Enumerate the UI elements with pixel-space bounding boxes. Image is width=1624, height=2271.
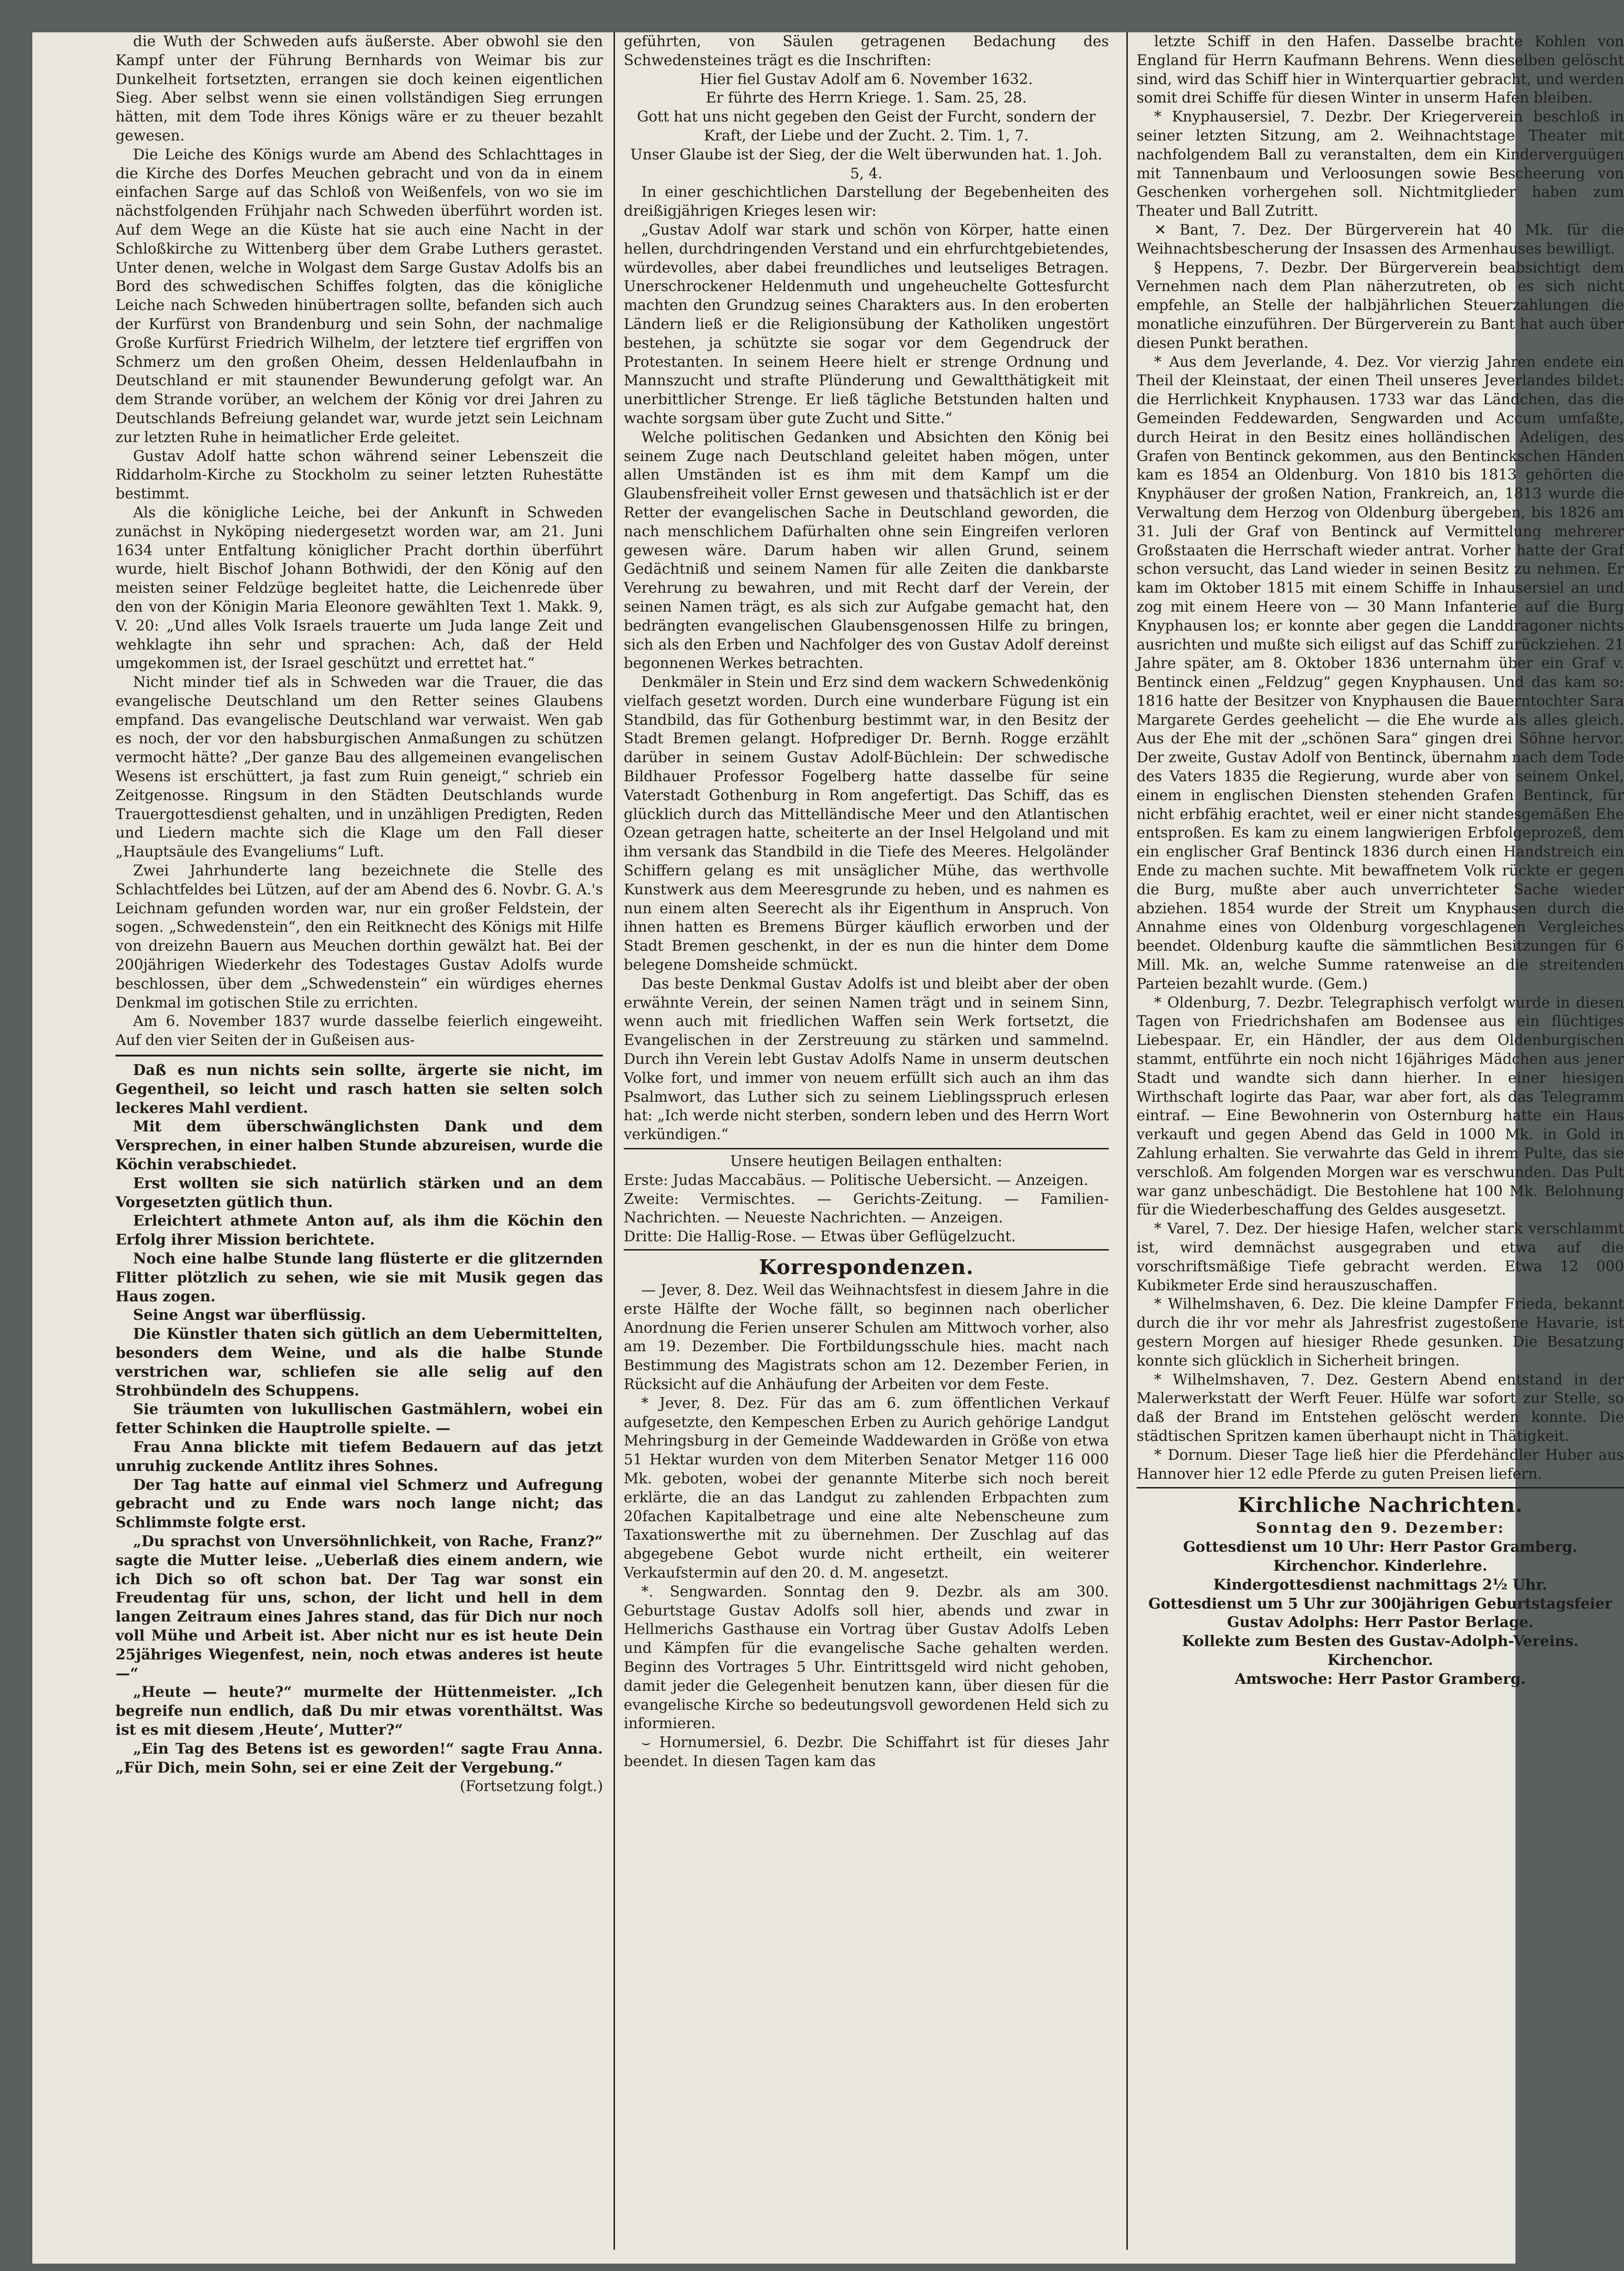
paragraph: Frau Anna blickte mit tiefem Bedauern auf das jetzt unruhig zuckende Antlitz ihres Sohnes. (116, 1438, 603, 1475)
serial-story-continued (116, 1061, 603, 1777)
paragraph: Kirchenchor. (1327, 1651, 1433, 1669)
gustav-adolf-article-continued (116, 32, 603, 1050)
paragraph: * Varel, 7. Dez. Der hiesige Hafen, welcher stark verschlammt ist, wird demnächst ausgegraben und etwa auf die vorschriftsmäßige Tiefe gebracht werden. Etwa 12 000 Kubikmeter Erde sind herauszuschaffen. (1137, 1221, 1624, 1294)
paragraph: Am 6. November 1837 wurde dasselbe feierlich eingeweiht. Auf den vier Seiten der in Gußeisen aus- (116, 1013, 603, 1049)
paragraph: * Wilhelmshaven, 7. Dez. Gestern Abend entstand in der Malerwerkstatt der Werft Feuer. Hülfe war sofort zur Stelle, so daß der Brand im Entstehen gelöscht werden konnte. Die städtischen Spritzen kamen überhaupt nicht in Thätigkeit. (1137, 1371, 1624, 1445)
paragraph: Kindergottesdienst nachmittags 2½ Uhr. (1213, 1576, 1547, 1593)
paragraph: Als die königliche Leiche, bei der Ankunft in Schweden zunächst in Nyköping niedergesetzt worden war, am 21. Juni 1634 unter Entfaltung königlicher Pracht dorthin überführt wurde, hielt Bischof Johann Bothwidi, der den König auf den meisten seiner Feldzüge begleitet hatte, die Leichenrede über den von der Königin Maria Eleonore gewählten Text 1. Makk. 9, V. 20: „Und alles Volk Israels trauerte um Juda lange Zeit und wehklagte ihn sehr und sprachen: Ach, daß der Held umgekommen ist, der Israel geschützt und errettet hat.“ (116, 504, 603, 672)
paragraph: Gott hat uns nicht gegeben den Geist der Furcht, sondern der Kraft, der Liebe und der Zucht. 2. Tim. 1, 7. (637, 109, 1096, 144)
paragraph: Erst wollten sie sich natürlich stärken und an dem Vorgesetzten gütlich thun. (116, 1174, 603, 1211)
paragraph: Welche politischen Gedanken und Absichten den König bei seinem Zuge nach Deutschland geleitet haben mögen, unter allen Umständen ist es ihm mit dem Kampf um die Glaubensfreiheit voller Ernst gewesen und thatsächlich ist er der Retter der evangelischen Sache in Deutschland geworden, die nach menschlichem Dafürhalten ohne sein Eingreifen verloren gewesen wäre. Darum haben wir allen Grund, seinem Gedächtniß und seinem Namen für alle Zeiten die dankbarste Verehrung zu bewahren, und mit Recht darf der Verein, der seinen Namen trägt, es als sich zur Aufgabe gemacht hat, den bedrängten evangelischen Glaubensgenossen Hilfe zu bringen, sich als den Erben und Nachfolger des von Gustav Adolf dereinst begonnenen Werkes betrachten. (624, 429, 1109, 672)
paragraph: * Jever, 8. Dez. Für das am 6. zum öffentlichen Verkauf aufgesetzte, den Kempeschen Erben zu Aurich gehörige Landgut Mehringsburg in der Gemeinde Waddewarden in Größe von etwa 51 Hektar wurden von dem Miterben Senator Metger 116 000 Mk. geboten, wobei der genannte Miterbe sich noch bereit erklärte, die an das Landgut zu zahlenden Erbpachten zum 20fachen Kapitalbetrage und eine alte Nebenscheune zum Taxationswerthe mit zu übernehmen. Der Zuschlag auf das abgegebene Gebot wurde nicht ertheilt, ein weiterer Verkaufstermin auf den 20. d. M. angesetzt. (624, 1395, 1109, 1581)
paragraph: „Du sprachst von Unversöhnlichkeit, von Rache, Franz?“ sagte die Mutter leise. „Ueberlaß dies einem andern, wie ich Dich so oft schon bat. Der Tag war sonst ein Freudentag für uns, schon, der licht und hell in dem langen Zeitraum eines Jahres stand, das für Dich nur noch voll Mühe und Arbeit ist. Aber nicht nur es ist heute Dein 25jähriges Wiegenfest, nein, noch etwas anderes ist heute —“ (116, 1532, 603, 1682)
paragraph: Die Künstler thaten sich gütlich an dem Uebermittelten, besonders dem Weine, und als die halbe Stunde verstrichen war, schliefen sie alle selig auf den Strohbündeln des Schuppens. (116, 1325, 603, 1399)
paragraph: *. Sengwarden. Sonntag den 9. Dezbr. als am 300. Geburtstage Gustav Adolfs soll hier, abends und zwar in Hellmerichs Gasthause ein Vortrag über Gustav Adolfs Leben und Kämpfen für die evangelische Sache gehalten werden. Beginn des Vortrages 5 Uhr. Eintrittsgeld wird nicht gehoben, damit jeder die Gelegenheit benutzen kann, über diesen für die evangelische Kirche so bedeutungsvoll gewordenen Held sich zu informieren. (624, 1583, 1109, 1732)
column-rule-right (1126, 32, 1128, 2250)
paragraph: Hier fiel Gustav Adolf am 6. November 1632. (699, 71, 1033, 88)
paragraph: Amtswoche: Herr Pastor Gramberg. (1235, 1670, 1526, 1688)
paragraph: § Heppens, 7. Dezbr. Der Bürgerverein beabsichtigt dem Vernehmen nach dem Plan näherzutreten, ob es sich nicht empfehle, an Stelle der halbjährlichen Steuerzahlungen die monatliche einzuführen. Der Bürgerverein zu Bant hat auch über diesen Punkt berathen. (1137, 259, 1624, 352)
paragraph: ⌣ Hornumersiel, 6. Dezbr. Die Schiffahrt ist für dieses Jahr beendet. In diesen Tagen kam das (624, 1734, 1109, 1770)
supplements-title: Unsere heutigen Beilagen enthalten: (730, 1153, 1003, 1170)
paragraph: Erleichtert athmete Anton auf, als ihm die Köchin den Erfolg ihrer Mission berichtete. (116, 1212, 603, 1249)
correspondence-heading: Korrespondenzen. (759, 1256, 974, 1279)
paragraph: * Oldenburg, 7. Dezbr. Telegraphisch verfolgt wurde in diesen Tagen von Friedrichshafen am Bodensee aus ein flüchtiges Liebespaar. Er, ein Händler, der aus dem Oldenburgischen stammt, entführte ein noch nicht 16jähriges Mädchen aus jener Stadt und wandte sich dann hierher. In einer hiesigen Wirthschaft logirte das Paar, war aber fort, als das Telegramm eintraf. — Eine Bewohnerin von Osternburg hatte ein Haus verkauft und gegen Abend das Geld in 1000 Mk. in Gold in Zahlung erhalten. Sie verwahrte das Geld in ihrem Pulte, das sie verschloß. Am folgenden Morgen war es verschwunden. Das Pult war ganz unbeschädigt. Die Bestohlene hat 100 Mk. Belohnung für die Wiederbeschaffung des Geldes ausgesetzt. (1137, 994, 1624, 1219)
paragraph: Er führte des Herrn Kriege. 1. Sam. 25, 28. (706, 90, 1027, 107)
section-divider (116, 1055, 603, 1057)
inscriptions (624, 70, 1109, 183)
church-news-heading: Kirchliche Nachrichten. (1237, 1494, 1523, 1518)
paragraph: Gottesdienst um 5 Uhr zur 300jährigen Geburtstagsfeier Gustav Adolphs: Herr Pastor Berlage. (1148, 1595, 1612, 1631)
paragraph: — Jever, 8. Dez. Weil das Weihnachtsfest in diesem Jahre in die erste Hälfte der Woche fällt, so beginnen nach oberlicher Anordnung die Ferien unserer Schulen am Mittwoch vorher, also am 19. Dezember. Die Fortbildungsschule hies. macht nach Bestimmung des Magistrats schon am 12. Dezember Ferien, in Rücksicht auf die Anhäufung der Arbeiten vor dem Feste. (624, 1282, 1109, 1393)
column-1 (116, 32, 603, 1796)
correspondence-items (624, 1281, 1109, 1771)
paragraph: ✕ Bant, 7. Dez. Der Bürgerverein hat 40 Mk. für die Weihnachtsbescherung der Insassen des Armenhauses bewilligt. (1137, 221, 1624, 257)
paragraph: Nicht minder tief als in Schweden war die Trauer, die das evangelische Deutschland um den Retter seines Glaubens empfand. Das evangelische Deutschland war verwaist. Wen gab es noch, der vor den habsburgischen Anmaßungen zu schützen vermocht hätte? „Der ganze Bau des allgemeinen evangelischen Wesens ist erschüttert, ja fast zum Ruin geneigt,“ schrieb ein Zeitgenosse. Ringsum in den Städten Deutschlands wurde Trauergottesdienst gehalten, und in unzähligen Predigten, Reden und Liedern machte sich die Klage um den Fall dieser „Hauptsäule des Evangeliums“ Luft. (116, 674, 603, 861)
paragraph: die Wuth der Schweden aufs äußerste. Aber obwohl sie den Kampf unter der Führung Bernhards von Weimar bis zur Dunkelheit fortsetzten, errangen sie doch keinen eigentlichen Sieg. Aber selbst wenn sie einen vollständigen Sieg errungen hätten, mit dem Tode ihres Königs wäre er zu theuer bezahlt gewesen. (116, 33, 603, 144)
paragraph: * Aus dem Jeverlande, 4. Dez. Vor vierzig Jahren endete ein Theil der Kleinstaat, der einen Theil unseres Jeverlandes bildet: die Herrlichkeit Knyphausen. 1733 war das Ländchen, das die Gemeinden Feddewarden, Sengwarden und Accum umfaßte, durch Heirat in den Besitz eines holländischen Adeligen, des Grafen von Bentinck gekommen, aus den Bentinckschen Händen kam es 1854 an Oldenburg. Von 1810 bis 1813 gehörten die Knyphäuser der großen Nation, Frankreich, an, 1813 wurde die Verwaltung dem Herzog von Oldenburg übergeben, bis 1826 am 31. Juli der Graf von Bentinck auf Vermittelung mehrerer Großstaaten die Herrschaft wieder antrat. Vorher hatte der Graf schon versucht, das Land wieder in seinen Besitz zu nehmen. Er kam im Oktober 1815 mit einem Schiffe in Inhausersiel an und zog mit einem Heere von — 30 Mann Infanterie auf die Burg Knyphausen los; er konnte aber gegen die Landdragoner nichts ausrichten und mußte sich eiligst auf das Schiff zurückziehen. 21 Jahre später, am 8. Oktober 1836 unternahm über ein Graf v. Bentinck einen „Feldzug“ gegen Knyphausen. Und das kam so: 1816 hatte der Besitzer von Knyphausen die Bauerntochter Sara Margarete Gerdes geehelicht — die Ehe wurde als alles gleich. Aus der Ehe mit der „schönen Sara“ gingen drei Söhne hervor. Der zweite, Gustav Adolf von Bentinck, übernahm nach dem Tode des Vaters 1835 die Regierung, wurde aber von seinem Onkel, einem in englischen Diensten stehenden Grafen Bentinck, für nicht erbfähig erachtet, weil er einer nicht standesgemäßen Ehe entsproßen. Es kam zu einem langwierigen Erbfolgeprozeß, dem ein englischer Graf Bentinck 1836 durch einen Handstreich ein Ende zu machen suchte. Mit bewaffnetem Volk rückte er gegen die Burg, mußte aber auch unverrichteter Sache wieder abziehen. 1854 wurde der Streit um Knyphausen durch die Annahme eines von Oldenburg vorgeschlagenen Vergleiches beendet. Oldenburg kaufte die sämmtlichen Besitzungen für 6 Mill. Mk. an, welche Summe ratenweise an die streitenden Parteien bezahlt wurde. (Gem.) (1137, 353, 1624, 992)
column-3 (1137, 32, 1624, 1689)
paragraph: Zweite: Vermischtes. — Gerichts-Zeitung. — Familien-Nachrichten. — Neueste Nachrichten. — Anzeigen. (624, 1190, 1109, 1227)
newspaper-page (32, 32, 1624, 2264)
paragraph: Mit dem überschwänglichsten Dank und dem Versprechen, in einer halben Stunde abzureisen, wurde die Köchin verabschiedet. (116, 1118, 603, 1173)
paragraph: „Heute — heute?“ murmelte der Hüttenmeister. „Ich begreife nun endlich, daß Du mir etwas vorenthältst. Was ist es mit diesem ‚Heute‘, Mutter?“ (116, 1683, 603, 1738)
paragraph: Unser Glaube ist der Sieg, der die Welt überwunden hat. 1. Joh. 5, 4. (630, 146, 1102, 182)
paragraph: * Dornum. Dieser Tage ließ hier die Pferdehändler Huber aus Hannover hier 12 edle Pferde zu guten Preisen liefern. (1137, 1446, 1624, 1482)
paragraph: Die Leiche des Königs wurde am Abend des Schlachttages in die Kirche des Dorfes Meuchen gebracht und von da in einem einfachen Sarge auf das Schloß von Weißenfels, von wo sie im nächstfolgenden Frühjahr nach Schweden überführt worden ist. Auf dem Wege an die Küste hat sie auch eine Nacht in der Schloßkirche zu Wittenberg über dem Grabe Luthers gerastet. Unter denen, welche in Wolgast dem Sarge Gustav Adolfs bis an Bord des schwedischen Schiffes folgten, das die königliche Leiche nach Schweden hinübertragen sollte, befanden sich auch der Kurfürst von Brandenburg und sein Sohn, der nachmalige Große Kurfürst Friedrich Wilhelm, der letztere tief ergriffen von Schmerz um den großen Oheim, dessen Heldenlaufbahn in Deutschland er mit staunender Bewunderung gefolgt war. An dem Strande vorüber, an welchem der König vor drei Jahren zu Deutschlands Befreiung gelandet war, wurde jetzt sein Leichnam zur letzten Ruhe in heimatlicher Erde geleitet. (116, 146, 603, 446)
paragraph: „Ein Tag des Betens ist es geworden!“ sagte Frau Anna. „Für Dich, mein Sohn, sei er eine Zeit der Vergebung.“ (116, 1740, 603, 1776)
paragraph: Daß es nun nichts sein sollte, ärgerte sie nicht, im Gegentheil, so leicht und rasch hatten sie selten solch leckeres Mahl verdient. (116, 1062, 603, 1117)
paragraph: In einer geschichtlichen Darstellung der Begebenheiten des dreißigjährigen Krieges lesen wir: (624, 184, 1109, 220)
paragraph: Kirchenchor. Kinderlehre. (1273, 1557, 1488, 1574)
paragraph: Erste: Judas Maccabäus. — Politische Uebersicht. — Anzeigen. (624, 1172, 1089, 1189)
paragraph: Sie träumten von lukullischen Gastmählern, wobei ein fetter Schinken die Hauptrolle spielte. — (116, 1401, 603, 1437)
supplements-list (624, 1171, 1109, 1246)
paragraph: Kollekte zum Besten des Gustav-Adolph-Vereins. (1182, 1633, 1579, 1650)
section-divider (1137, 1487, 1624, 1488)
paragraph: * Knyphausersiel, 7. Dezbr. Der Kriegerverein beschloß in seiner letzten Sitzung, am 2. Weihnachtstage Theater mit nachfolgendem Ball zu veranstalten, dem ein Kinderverguügen mit Tannenbaum und Verloosungen sowie Bescheerung von Geschenken vorhergehen soll. Nichtmitglieder haben zum Theater und Ball Zutritt. (1137, 109, 1624, 220)
article-main-text (624, 183, 1109, 1144)
paragraph: geführten, von Säulen getragenen Bedachung des Schwedensteines trägt es die Inschriften: (624, 33, 1109, 69)
column-2 (624, 32, 1109, 1771)
paragraph: * Wilhelmshaven, 6. Dez. Die kleine Dampfer Frieda, bekannt durch die ihr vor mehr als Jahresfrist zugestoßene Havarie, ist gestern Morgen auf hiesiger Rhede gesunken. Die Besatzung konnte sich glücklich in Sicherheit bringen. (1137, 1296, 1624, 1369)
column-rule-left (614, 32, 615, 2250)
continued-note: (Fortsetzung folgt.) (460, 1778, 603, 1795)
paragraph: Noch eine halbe Stunde lang flüsterte er die glitzernden Flitter plötzlich zu sehen, wie sie mit Musik gegen das Haus zogen. (116, 1250, 603, 1305)
article-continuation (624, 32, 1109, 70)
supplements-box (624, 1148, 1109, 1251)
paragraph: Das beste Denkmal Gustav Adolfs ist und bleibt aber der oben erwähnte Verein, der seinen Namen trägt und in seinem Sinn, wenn auch mit friedlichen Waffen sein Werk fortsetzt, die Evangelischen in der Zerstreuung zu stärken und sammelnd. Durch ihn Verein lebt Gustav Adolfs Name in unserm deutschen Volke fort, und immer von neuem erfüllt sich auch an ihm das Psalmwort, das Luther sich zu seinem Lieblingsspruch erlesen hat: „Ich werde nicht sterben, sondern leben und des Herrn Wort verkündigen.“ (624, 975, 1109, 1143)
church-schedule (1137, 1538, 1624, 1688)
paragraph: Zwei Jahrhunderte lang bezeichnete die Stelle des Schlachtfeldes bei Lützen, auf der am Abend des 6. Novbr. G. A.'s Leichnam gefunden worden war, nur ein großer Feldstein, der sogen. „Schwedenstein“, den ein Reitknecht des Königs mit Hilfe von dreizehn Bauern aus Meuchen dorthin gewälzt hat. Bei der 200jährigen Wiederkehr des Todestages Gustav Adolfs wurde beschlossen, über dem „Schwedenstein“ ein würdiges ehernes Denkmal im gotischen Stile zu errichten. (116, 862, 603, 1011)
paragraph: letzte Schiff in den Hafen. Dasselbe brachte Kohlen von England für Herrn Kaufmann Behrens. Wenn dieselben gelöscht sind, wird das Schiff hier in Winterquartier gebracht, und werden somit drei Schiffe für diesen Winter in unserm Hafen bleiben. (1137, 33, 1624, 107)
paragraph: Dritte: Die Hallig-Rose. — Etwas über Geflügelzucht. (624, 1228, 1016, 1245)
correspondence-items-cont (1137, 32, 1624, 1483)
paragraph: Gottesdienst um 10 Uhr: Herr Pastor Gramberg. (1183, 1538, 1578, 1556)
paragraph: Gustav Adolf hatte schon während seiner Lebenszeit die Riddarholm-Kirche zu Stockholm zu seiner letzten Ruhestätte bestimmt. (116, 448, 603, 503)
paragraph: Der Tag hatte auf einmal viel Schmerz und Aufregung gebracht und zu Ende wars noch lange nicht; das Schlimmste folgte erst. (116, 1476, 603, 1531)
paragraph: Seine Angst war überflüssig. (133, 1306, 366, 1324)
paragraph: Denkmäler in Stein und Erz sind dem wackern Schwedenkönig vielfach gesetzt worden. Durch eine wunderbare Fügung ist ein Standbild, das für Gothenburg bestimmt war, in den Besitz der Stadt Bremen gelangt. Hofprediger Dr. Bernh. Rogge erzählt darüber in seinem Gustav Adolf-Büchlein: Der schwedische Bildhauer Professor Fogelberg hatte dasselbe für seine Vaterstadt Gothenburg in Rom angefertigt. Das Schiff, das es glücklich durch das Mittelländische Meer und den Atlantischen Ozean getragen hatte, scheiterte an der Insel Helgoland und mit ihm versank das Standbild in die Tiefe des Meeres. Helgoländer Schiffern gelang es mit unsäglicher Mühe, das werthvolle Kunstwerk aus dem Meeresgrunde zu heben, und es nahmen es nun einem alten Seerecht als ihr Eigenthum in Anspruch. Von ihnen hatten es Bremens Bürger käuflich erworben und der Stadt Bremen geschenkt, in der es nun die hinter dem Dome belegene Domsheide schmückt. (624, 674, 1109, 974)
paragraph: „Gustav Adolf war stark und schön von Körper, hatte einen hellen, durchdringenden Verstand und ein ehrfurchtgebietendes, würdevolles, aber dabei freundliches und leutseliges Betragen. Unerschrockener Heldenmuth und ungeheuchelte Gottesfurcht machten den Grundzug seines Charakters aus. In den eroberten Ländern ließ er die Religionsübung der Katholiken ungestört bestehen, ja schützte sie sogar vor dem Gegendruck der Protestanten. In seinem Heere hielt er strenge Ordnung und Mannszucht und strafte Plünderung und Gewaltthätigkeit mit unerbittlicher Strenge. Er ließ tägliche Betstunden halten und wachte sorgsam über gute Zucht und Sitte.“ (624, 221, 1109, 427)
church-day: Sonntag den 9. Dezember: (1256, 1519, 1505, 1537)
